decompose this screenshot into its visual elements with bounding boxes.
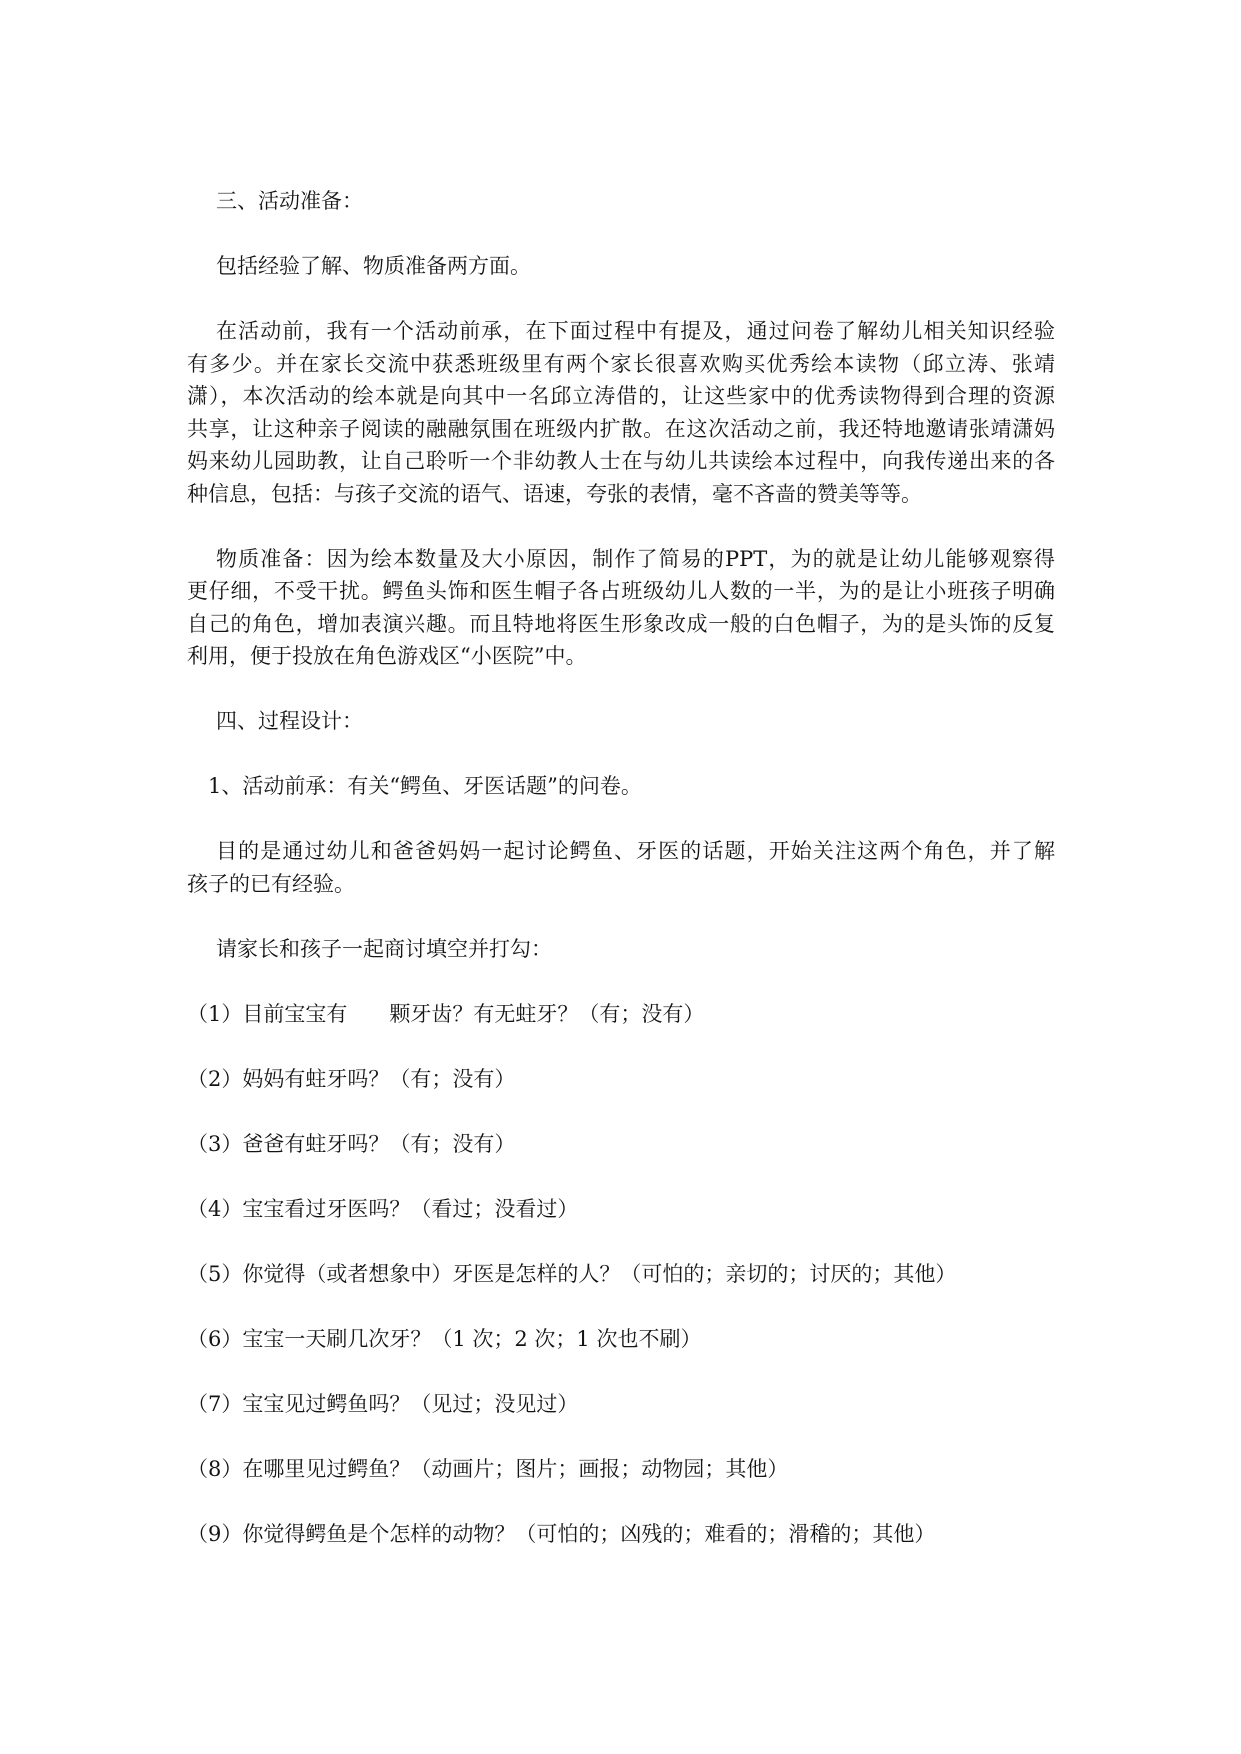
question-item-2: （2）妈妈有蛀牙吗？（有；没有）	[187, 1066, 516, 1091]
paragraph-line: 有多少。并在家长交流中获悉班级里有两个家长很喜欢购买优秀绘本读物（邱立涛、张靖	[187, 351, 1055, 376]
paragraph-line: 种信息，包括：与孩子交流的语气、语速，夸张的表情，毫不吝啬的赞美等等。	[187, 481, 922, 506]
experience-paragraph	[187, 315, 1055, 510]
paragraph-line: 潇），本次活动的绘本就是向其中一名邱立涛借的，让这些家中的优秀读物得到合理的资源	[187, 384, 1055, 408]
questionnaire-intro: 请家长和孩子一起商讨填空并打勾：	[216, 936, 552, 961]
section-heading-process-design: 四、过程设计：	[216, 709, 363, 733]
question-item-6: （6）宝宝一天刷几次牙？（1 次；2 次；1 次也不刷）	[187, 1326, 702, 1351]
paragraph-line: 目的是通过幼儿和爸爸妈妈一起讨论鳄鱼、牙医的话题，开始关注这两个角色，并了解	[216, 839, 1055, 863]
paragraph-line: 在活动前，我有一个活动前承，在下面过程中有提及，通过问卷了解幼儿相关知识经验	[216, 319, 1055, 343]
material-paragraph	[187, 543, 1055, 673]
paragraph-line: 孩子的已有经验。	[187, 871, 355, 896]
question-item-5: （5）你觉得（或者想象中）牙医是怎样的人？（可怕的；亲切的；讨厌的；其他）	[187, 1261, 957, 1286]
document-body	[187, 185, 1055, 1583]
paragraph-line: 物质准备：因为绘本数量及大小原因，制作了简易的PPT，为的就是让幼儿能够观察得	[216, 546, 1055, 571]
paragraph-line: 共享，让这种亲子阅读的融融氛围在班级内扩散。在这次活动之前，我还特地邀请张靖潇妈	[187, 416, 1055, 441]
paragraph-line: 利用，便于投放在角色游戏区“小医院”中。	[187, 644, 587, 668]
question-item-7: （7）宝宝见过鳄鱼吗？（见过；没见过）	[187, 1391, 579, 1416]
question-item-9: （9）你觉得鳄鱼是个怎样的动物？（可怕的；凶残的；难看的；滑稽的；其他）	[187, 1521, 936, 1546]
paragraph-line: 自己的角色，增加表演兴趣。而且特地将医生形象改成一般的白色帽子，为的是头饰的反复	[187, 611, 1055, 636]
question-item-3: （3）爸爸有蛀牙吗？（有；没有）	[187, 1131, 516, 1156]
paragraph-line: 妈来幼儿园助教，让自己聆听一个非幼教人士在与幼儿共读绘本过程中，向我传递出来的各	[187, 449, 1055, 473]
section-heading-activity-prep: 三、活动准备：	[216, 189, 363, 213]
step-title: 1、活动前承：有关“鳄鱼、牙医话题”的问卷。	[208, 774, 642, 798]
paragraph-line: 更仔细，不受干扰。鳄鱼头饰和医生帽子各占班级幼儿人数的一半，为的是让小班孩子明确	[187, 579, 1055, 603]
purpose-paragraph	[187, 835, 1055, 900]
question-item-8: （8）在哪里见过鳄鱼？（动画片；图片；画报；动物园；其他）	[187, 1456, 789, 1481]
prep-summary: 包括经验了解、物质准备两方面。	[216, 254, 531, 278]
question-item-4: （4）宝宝看过牙医吗？（看过；没看过）	[187, 1196, 579, 1221]
question-item-1: （1）目前宝宝有 颗牙齿？有无蛀牙？（有；没有）	[187, 1001, 705, 1026]
